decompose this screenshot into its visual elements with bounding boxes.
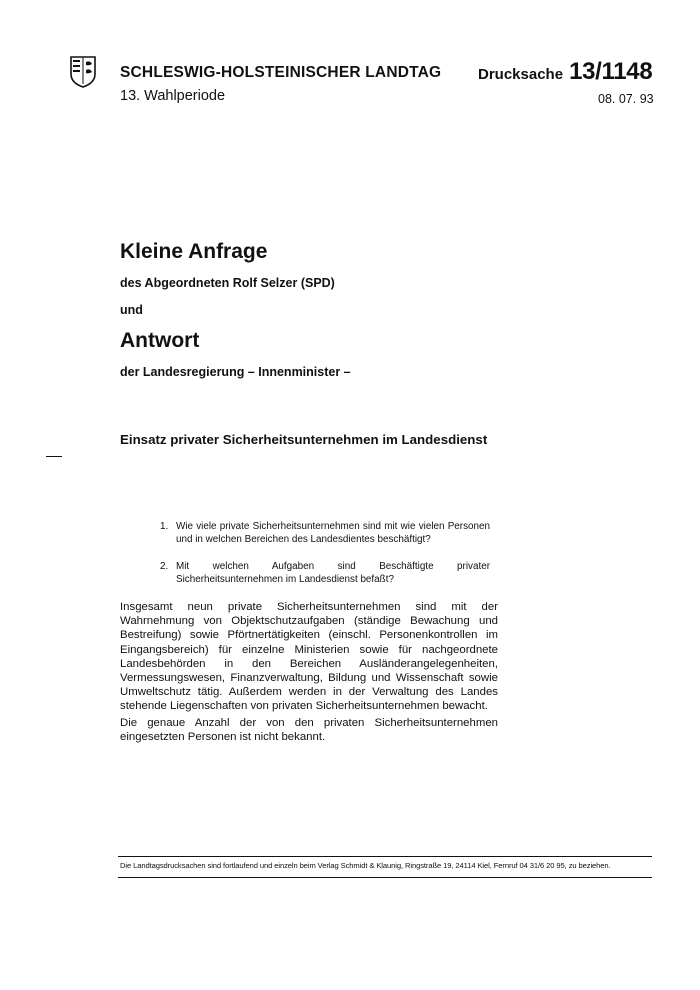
answer-paragraph: Insgesamt neun private Sicherheitsunternehmen sind mit der Wahrnehmung von Objektschutzaufgaben (ständige Bewachung und Bestreifung) sowie Pförtnertätigkeiten (einschl. Personenkontrollen im Eingangsbereich) für einzelne Ministerien sowie für nachgeordnete Landesbehörden in den Bereichen Ausländerangelegenheiten, Vermessungswesen, Finanzverwaltung, Bildung und Wissenschaft sowie Umweltschutz tätig. Außerdem werden in der Verwaltung des Landes stehende Liegenschaften von privaten Sicherheitsunternehmen bewacht. bbox=[120, 601, 498, 713]
question-number: 1. bbox=[160, 521, 169, 532]
footer-note: Die Landtagsdrucksachen sind fortlaufend und einzeln beim Verlag Schmidt & Klaunig, Ringstraße 19, 24114 Kiel, Fernruf 04 31/6 20 95, zu beziehen. bbox=[120, 861, 611, 870]
question-item bbox=[160, 560, 490, 586]
footer-rule-top bbox=[118, 856, 652, 857]
margin-mark bbox=[46, 456, 62, 457]
responder-line: der Landesregierung – Innenminister – bbox=[120, 365, 351, 379]
coat-of-arms-icon bbox=[70, 56, 96, 88]
drucksache-label: Drucksache bbox=[478, 66, 564, 83]
drucksache-number: 13/1148 bbox=[569, 58, 653, 85]
answer-body bbox=[120, 600, 498, 746]
drucksache-block bbox=[478, 58, 652, 86]
document-date: 08. 07. 93 bbox=[598, 92, 654, 106]
parliament-title: SCHLESWIG-HOLSTEINISCHER LANDTAG bbox=[120, 64, 442, 81]
question-list bbox=[160, 520, 490, 600]
answer-paragraph: Die genaue Anzahl der von den privaten Sicherheitsunternehmen eingesetzten Personen ist nicht bekannt. bbox=[120, 716, 498, 743]
question-text: Mit welchen Aufgaben sind Beschäftigte privater Sicherheitsunternehmen im Landesdienst befaßt? bbox=[176, 561, 490, 585]
heading-kleine-anfrage: Kleine Anfrage bbox=[120, 240, 268, 263]
question-item bbox=[160, 520, 490, 546]
question-text: Wie viele private Sicherheitsunternehmen sind mit wie vielen Personen und in welchen Bereichen des Landesdientes beschäftigt? bbox=[176, 521, 490, 545]
connector-und: und bbox=[120, 303, 143, 317]
legislative-period: 13. Wahlperiode bbox=[120, 88, 226, 104]
submitter-line: des Abgeordneten Rolf Selzer (SPD) bbox=[120, 276, 335, 290]
heading-antwort: Antwort bbox=[120, 329, 200, 352]
question-number: 2. bbox=[160, 561, 169, 572]
subject-line: Einsatz privater Sicherheitsunternehmen im Landesdienst bbox=[120, 432, 488, 447]
footer-rule-bottom bbox=[118, 877, 652, 878]
